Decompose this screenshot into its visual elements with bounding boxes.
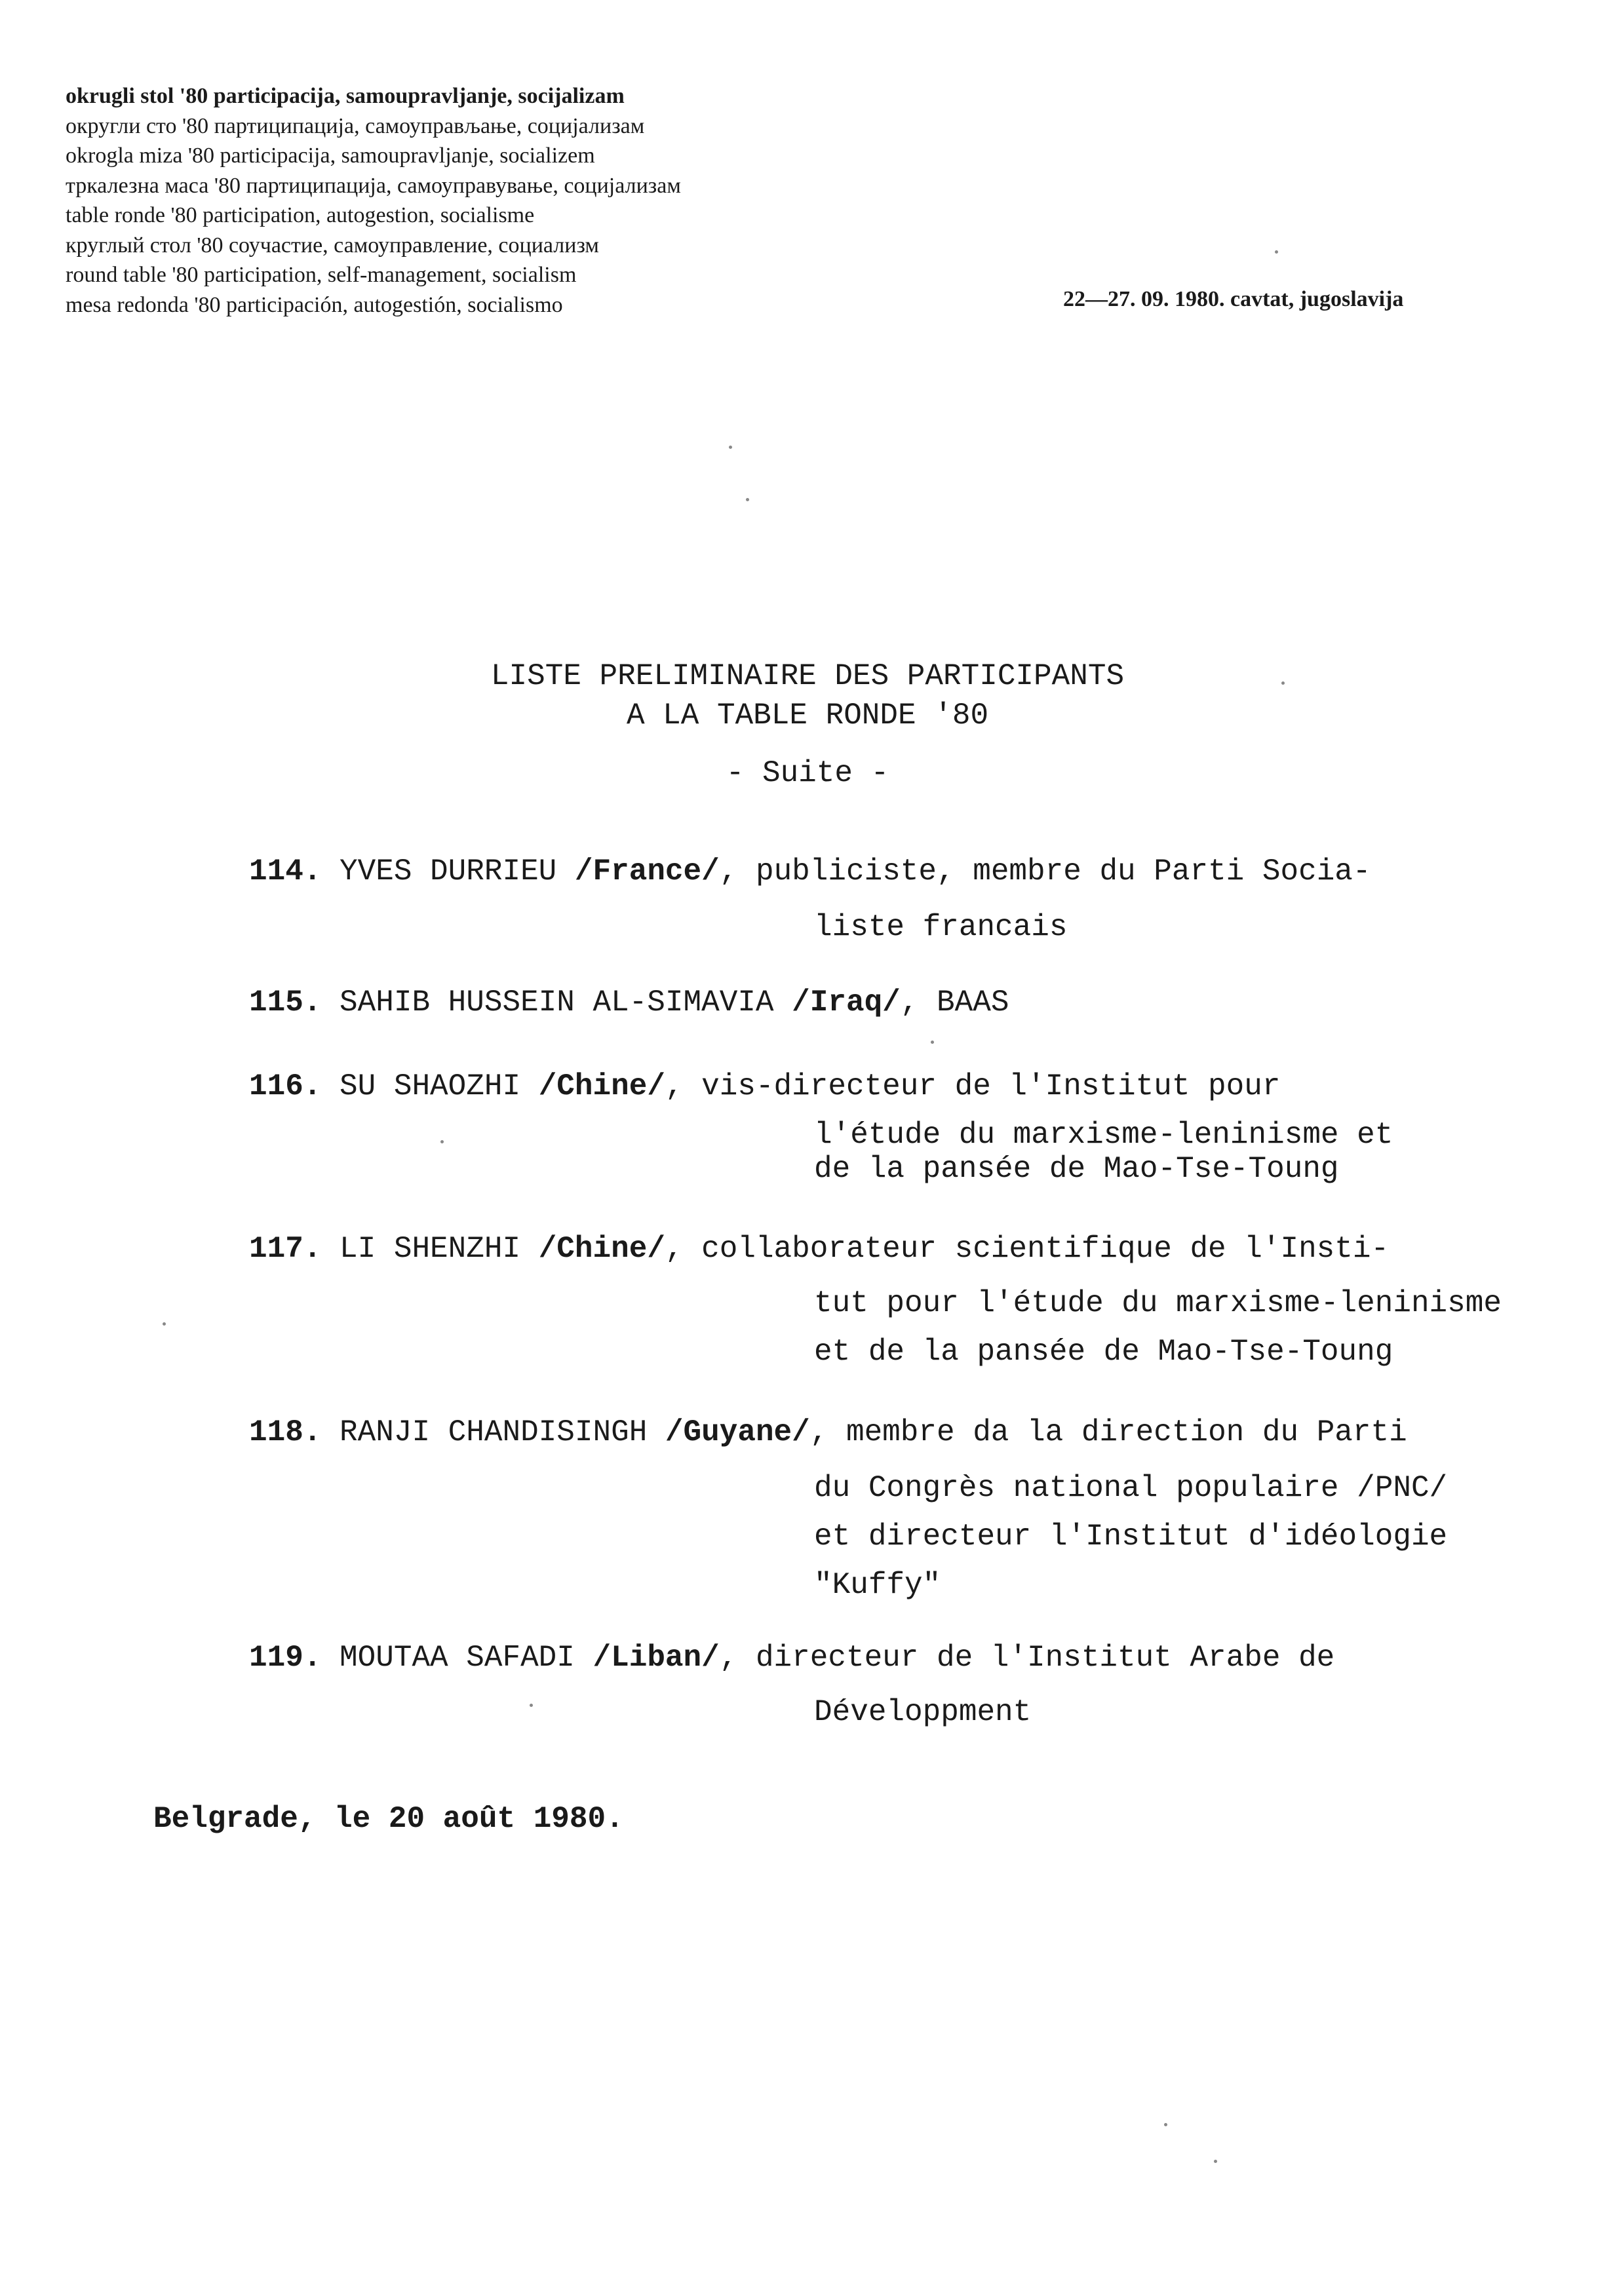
entry-description: , publiciste, membre du Parti Socia- bbox=[719, 854, 1371, 889]
scan-speck bbox=[1164, 2123, 1167, 2126]
entry-country: /Iraq/ bbox=[792, 985, 901, 1020]
entry-name: MOUTAA SAFADI bbox=[340, 1641, 575, 1675]
scan-speck bbox=[729, 446, 732, 449]
entry-number: 114. bbox=[249, 854, 322, 889]
entry-description: , membre da la direction du Parti bbox=[809, 1415, 1407, 1449]
entry-country: /Chine/ bbox=[538, 1069, 665, 1103]
scan-speck bbox=[530, 1704, 533, 1707]
entry-continuation bbox=[814, 1279, 1502, 1376]
entry-number: 118. bbox=[249, 1415, 322, 1449]
scan-speck bbox=[1275, 250, 1278, 254]
entry-number: 115. bbox=[249, 985, 322, 1020]
entry-continuation bbox=[814, 903, 1067, 951]
entry-first-line bbox=[249, 1232, 1389, 1266]
entry-first-line bbox=[249, 1415, 1407, 1449]
entry-number: 117. bbox=[249, 1232, 322, 1266]
entry-name: YVES DURRIEU bbox=[340, 854, 557, 889]
scan-speck bbox=[1214, 2160, 1217, 2163]
entry-continuation-line: du Congrès national populaire /PNC/ bbox=[814, 1471, 1448, 1505]
closing-place-date: Belgrade, le 20 août 1980. bbox=[153, 1802, 624, 1836]
scan-speck bbox=[931, 1041, 934, 1044]
entry-name: LI SHENZHI bbox=[340, 1232, 521, 1266]
scan-speck bbox=[746, 498, 749, 501]
scan-speck bbox=[440, 1140, 444, 1143]
entry-country: /Liban/ bbox=[593, 1641, 720, 1675]
entry-description: , directeur de l'Institut Arabe de bbox=[719, 1641, 1335, 1675]
entry-country: /Chine/ bbox=[538, 1232, 665, 1266]
entry-continuation-line: tut pour l'étude du marxisme-leninisme bbox=[814, 1286, 1502, 1320]
header-line-macedonian: тркалезна маса '80 партиципација, самоуправување, социјализам bbox=[66, 173, 681, 198]
entry-number: 116. bbox=[249, 1069, 322, 1103]
entry-continuation-line: et directeur l'Institut d'idéologie bbox=[814, 1520, 1448, 1554]
scan-speck bbox=[1281, 681, 1285, 685]
entry-continuation bbox=[814, 1464, 1447, 1609]
entry-name: RANJI CHANDISINGH bbox=[340, 1415, 648, 1449]
conference-header bbox=[66, 81, 983, 320]
suite-label: - Suite - bbox=[726, 756, 889, 790]
entry-continuation-line: Développment bbox=[814, 1695, 1032, 1729]
entry-continuation-line: liste francais bbox=[814, 910, 1068, 944]
document-title bbox=[0, 657, 1615, 735]
title-line-1: LISTE PRELIMINAIRE DES PARTICIPANTS bbox=[490, 659, 1125, 693]
header-line-french: table ronde '80 participation, autogestion, socialisme bbox=[66, 203, 535, 227]
entry-first-line bbox=[249, 985, 1009, 1020]
entry-first-line bbox=[249, 854, 1371, 889]
header-line-slovenian: okrogla miza '80 participacija, samoupravljanje, socializem bbox=[66, 144, 595, 168]
scan-speck bbox=[163, 1322, 166, 1326]
conference-date-place: 22—27. 09. 1980. cavtat, jugoslavija bbox=[1063, 287, 1404, 311]
entry-number: 119. bbox=[249, 1641, 322, 1675]
entry-continuation bbox=[814, 1118, 1393, 1186]
entry-description: , BAAS bbox=[900, 985, 1009, 1020]
header-line-serbian: округли сто '80 партиципација, самоуправљање, социјализам bbox=[66, 113, 645, 138]
header-line-russian: круглый стол '80 соучастие, самоуправление, социализм bbox=[66, 233, 599, 258]
entry-country: /Guyane/ bbox=[665, 1415, 810, 1449]
header-line-spanish: mesa redonda '80 participación, autogestión, socialismo bbox=[66, 292, 563, 317]
entry-description: , vis-directeur de l'Institut pour bbox=[665, 1069, 1281, 1103]
header-line-croatian: okrugli stol '80 participacija, samoupravljanje, socijalizam bbox=[66, 84, 625, 108]
title-line-2: A LA TABLE RONDE '80 bbox=[626, 698, 989, 733]
entry-country: /France/ bbox=[574, 854, 720, 889]
entry-continuation-line: "Kuffy" bbox=[814, 1568, 941, 1602]
entry-name: SU SHAOZHI bbox=[340, 1069, 521, 1103]
entry-name: SAHIB HUSSEIN AL-SIMAVIA bbox=[340, 985, 774, 1020]
header-line-english: round table '80 participation, self-management, socialism bbox=[66, 263, 577, 287]
entry-continuation-line: et de la pansée de Mao-Tse-Toung bbox=[814, 1335, 1393, 1369]
entry-first-line bbox=[249, 1069, 1280, 1103]
entry-continuation-line: de la pansée de Mao-Tse-Toung bbox=[814, 1152, 1339, 1186]
entry-continuation-line: l'étude du marxisme-leninisme et bbox=[814, 1118, 1393, 1152]
entry-description: , collaborateur scientifique de l'Insti- bbox=[665, 1232, 1390, 1266]
entry-first-line bbox=[249, 1641, 1334, 1675]
entry-continuation bbox=[814, 1688, 1031, 1736]
